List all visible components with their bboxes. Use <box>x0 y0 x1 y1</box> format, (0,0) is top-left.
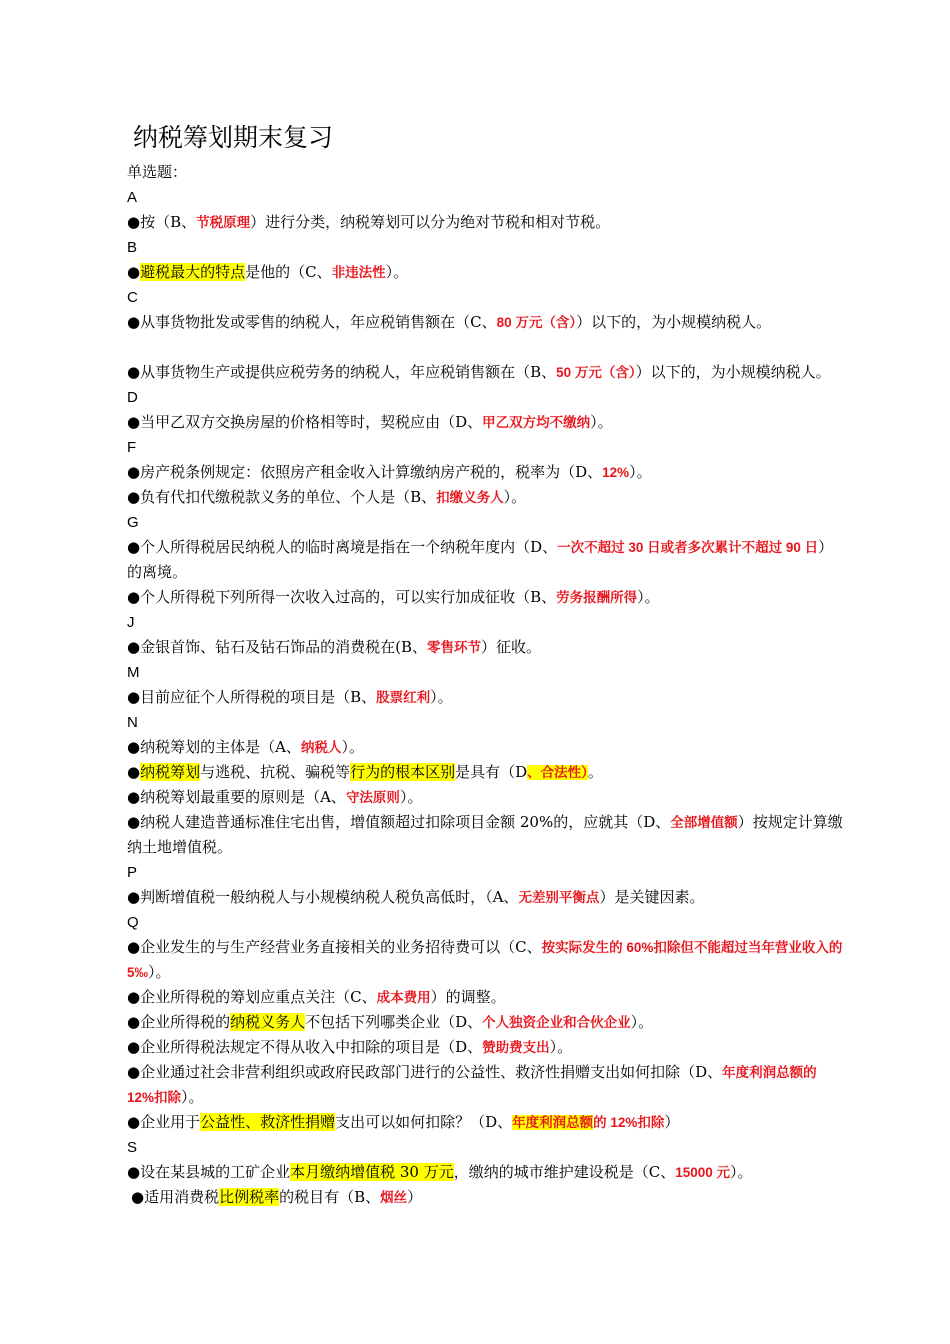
answer-text: 成本费用 <box>376 990 431 1005</box>
question-text: ）以下的，为小规模纳税人。 <box>635 363 831 381</box>
question-text: ）按规定计算缴纳土地增值税。 <box>127 813 843 856</box>
question-text: ●从事货物生产或提供应税劳务的纳税人，年应税销售额在（B、 <box>127 363 557 381</box>
highlighted-text: 行为的根本区别 <box>350 763 456 781</box>
question-text: 是具有（D <box>455 763 528 781</box>
answer-text: 无差别平衡点 <box>518 890 600 905</box>
question-text: 与逃税、抗税、骗税等 <box>200 763 351 781</box>
answer-text: 全部增值额 <box>670 815 738 830</box>
question-text: ） <box>407 1188 423 1206</box>
question-text: ）。 <box>181 1088 204 1106</box>
answer-text: 非违法性 <box>331 265 386 280</box>
question-item <box>127 1185 847 1210</box>
question-item <box>127 785 847 810</box>
question-text: ● <box>127 263 141 281</box>
answer-text: 按实际发生的 60%扣除但不能超过当年营业收入的 5‰ <box>127 940 843 980</box>
question-item <box>127 1160 847 1185</box>
answer-text: 15000 元 <box>675 1165 730 1180</box>
answer-text: 股票红利 <box>376 690 431 705</box>
section-letter: B <box>127 239 138 256</box>
question-text: ）。 <box>590 413 613 431</box>
section-letter: J <box>127 614 135 631</box>
question-text: ） <box>664 1113 680 1131</box>
question-text: ● <box>127 763 141 781</box>
question-item <box>127 735 847 760</box>
question-text: ●企业所得税的筹划应重点关注（C、 <box>127 988 377 1006</box>
section-letter: M <box>127 664 140 681</box>
section-letter: F <box>127 439 137 456</box>
question-item <box>127 1110 847 1135</box>
question-item <box>127 935 847 985</box>
answer-text: 零售环节 <box>426 640 481 655</box>
answer-text: 50 万元（含） <box>556 365 636 380</box>
question-text: ）征收。 <box>480 638 541 656</box>
question-text: ）。 <box>637 588 660 606</box>
highlighted-text: 比例税率 <box>219 1188 280 1206</box>
answer-text: 劳务报酬所得 <box>556 590 638 605</box>
question-text: 的税目有（B、 <box>279 1188 381 1206</box>
answer-text: 、合法性） <box>527 765 588 780</box>
question-text: ●适用消费税 <box>131 1188 220 1206</box>
question-text: ●房产税条例规定：依照房产租金收入计算缴纳房产税的，税率为（D、 <box>127 463 603 481</box>
question-item <box>127 360 847 385</box>
question-text: ）。 <box>399 788 423 806</box>
question-text: ）。 <box>430 688 453 706</box>
section-letter: Q <box>127 914 139 931</box>
answer-text: 年度利润总额的 12%扣除 <box>127 1065 817 1105</box>
highlighted-text: 避税最大的特点 <box>140 263 246 281</box>
question-text: ●按（B、 <box>127 213 197 231</box>
answer-text: 年度利润总额 <box>512 1115 594 1130</box>
question-item <box>127 485 847 510</box>
answer-text: 烟丝 <box>380 1190 408 1205</box>
question-text: ）。 <box>629 463 652 481</box>
question-text: ，缴纳的城市维护建设税是（C、 <box>453 1163 676 1181</box>
question-item <box>127 1035 847 1060</box>
question-text: ●纳税筹划最重要的原则是（A、 <box>127 788 346 806</box>
section-letter: P <box>127 864 138 881</box>
section-letter: C <box>127 289 138 306</box>
section-letter: D <box>127 389 138 406</box>
section-subtitle: 单选题： <box>127 163 188 181</box>
question-text: ●从事货物批发或零售的纳税人，年应税销售额在（C、 <box>127 313 497 331</box>
section-letter: A <box>127 189 138 206</box>
question-item <box>127 535 847 585</box>
question-text: ●个人所得税下列所得一次收入过高的，可以实行加成征收（B、 <box>127 588 557 606</box>
answer-text: 个人独资企业和合伙企业 <box>482 1015 631 1030</box>
question-text: ）。 <box>730 1163 753 1181</box>
question-text: ●纳税人建造普通标准住宅出售，增值额超过扣除项目金额 20%的，应就其（D、 <box>127 813 671 831</box>
question-text: ●负有代扣代缴税款义务的单位、个人是（B、 <box>127 488 437 506</box>
answer-text: 扣缴义务人 <box>436 490 504 505</box>
question-text: ）。 <box>503 488 527 506</box>
question-item <box>127 260 847 285</box>
question-text: ）。 <box>385 263 409 281</box>
question-item <box>127 685 847 710</box>
question-text: ）的调整。 <box>430 988 506 1006</box>
question-item <box>127 1060 847 1110</box>
question-item <box>127 760 847 785</box>
question-item <box>127 885 847 910</box>
question-text: ●金银首饰、钻石及钻石饰品的消费税在(B、 <box>127 638 427 656</box>
question-item <box>127 1010 847 1035</box>
question-text: ●当甲乙双方交换房屋的价格相等时，契税应由（D、 <box>127 413 483 431</box>
answer-text: 一次不超过 30 日或者多次累计不超过 90 日 <box>557 540 819 555</box>
question-item <box>127 585 847 610</box>
question-text: ●判断增值税一般纳税人与小规模纳税人税负高低时，（A、 <box>127 888 519 906</box>
question-text: ）。 <box>630 1013 654 1031</box>
answer-text: 甲乙双方均不缴纳 <box>482 415 591 430</box>
question-text: ●纳税筹划的主体是（A、 <box>127 738 301 756</box>
highlighted-text: 纳税筹划 <box>140 763 201 781</box>
question-text: ●设在某县城的工矿企业 <box>127 1163 291 1181</box>
answer-text: 纳税人 <box>300 740 342 755</box>
question-text: ）。 <box>549 1038 573 1056</box>
question-text: ●企业通过社会非营利组织或政府民政部门进行的公益性、救济性捐赠支出如何扣除（D、 <box>127 1063 723 1081</box>
question-text: ●企业用于 <box>127 1113 201 1131</box>
question-text: 是他的（C、 <box>245 263 332 281</box>
question-item <box>127 635 847 660</box>
question-item <box>127 210 847 235</box>
section-letter: S <box>127 1139 138 1156</box>
question-text: ●目前应征个人所得税的项目是（B、 <box>127 688 377 706</box>
question-text: ）。 <box>148 963 171 981</box>
section-letter: G <box>127 514 139 531</box>
answer-text: 80 万元（含） <box>496 315 577 330</box>
highlighted-text: 本月缴纳增值税 30 万元 <box>290 1163 454 1181</box>
highlighted-text: 纳税义务人 <box>230 1013 306 1031</box>
question-item <box>127 985 847 1010</box>
question-text: ）。 <box>341 738 364 756</box>
question-text: ●个人所得税居民纳税人的临时离境是指在一个纳税年度内（D、 <box>127 538 558 556</box>
answer-text: 节税原理 <box>196 215 251 230</box>
question-item <box>127 410 847 435</box>
question-list <box>127 160 847 1210</box>
question-item <box>127 310 847 335</box>
question-text: 不包括下列哪类企业（D、 <box>305 1013 483 1031</box>
question-text: 。 <box>587 763 603 781</box>
question-item <box>127 810 847 860</box>
question-text: ）是关键因素。 <box>599 888 705 906</box>
question-text: ）以下的，为小规模纳税人。 <box>576 313 772 331</box>
question-text: ●企业所得税法规定不得从收入中扣除的项目是（D、 <box>127 1038 483 1056</box>
question-text: ）进行分类，纳税筹划可以分为绝对节税和相对节税。 <box>250 213 611 231</box>
question-text: 支出可以如何扣除？（D、 <box>335 1113 513 1131</box>
answer-text: 12% <box>602 465 630 480</box>
question-text: ●企业所得税的 <box>127 1013 231 1031</box>
question-text: ）的离境。 <box>127 538 834 581</box>
answer-text: 守法原则 <box>345 790 400 805</box>
answer-text: 的 12%扣除 <box>593 1115 665 1130</box>
section-letter: N <box>127 714 138 731</box>
question-text: ●企业发生的与生产经营业务直接相关的业务招待费可以（C、 <box>127 938 542 956</box>
page-title: 纳税筹划期末复习 <box>133 123 334 152</box>
answer-text: 赞助费支出 <box>482 1040 550 1055</box>
highlighted-text: 公益性、救济性捐赠 <box>200 1113 336 1131</box>
question-item <box>127 460 847 485</box>
